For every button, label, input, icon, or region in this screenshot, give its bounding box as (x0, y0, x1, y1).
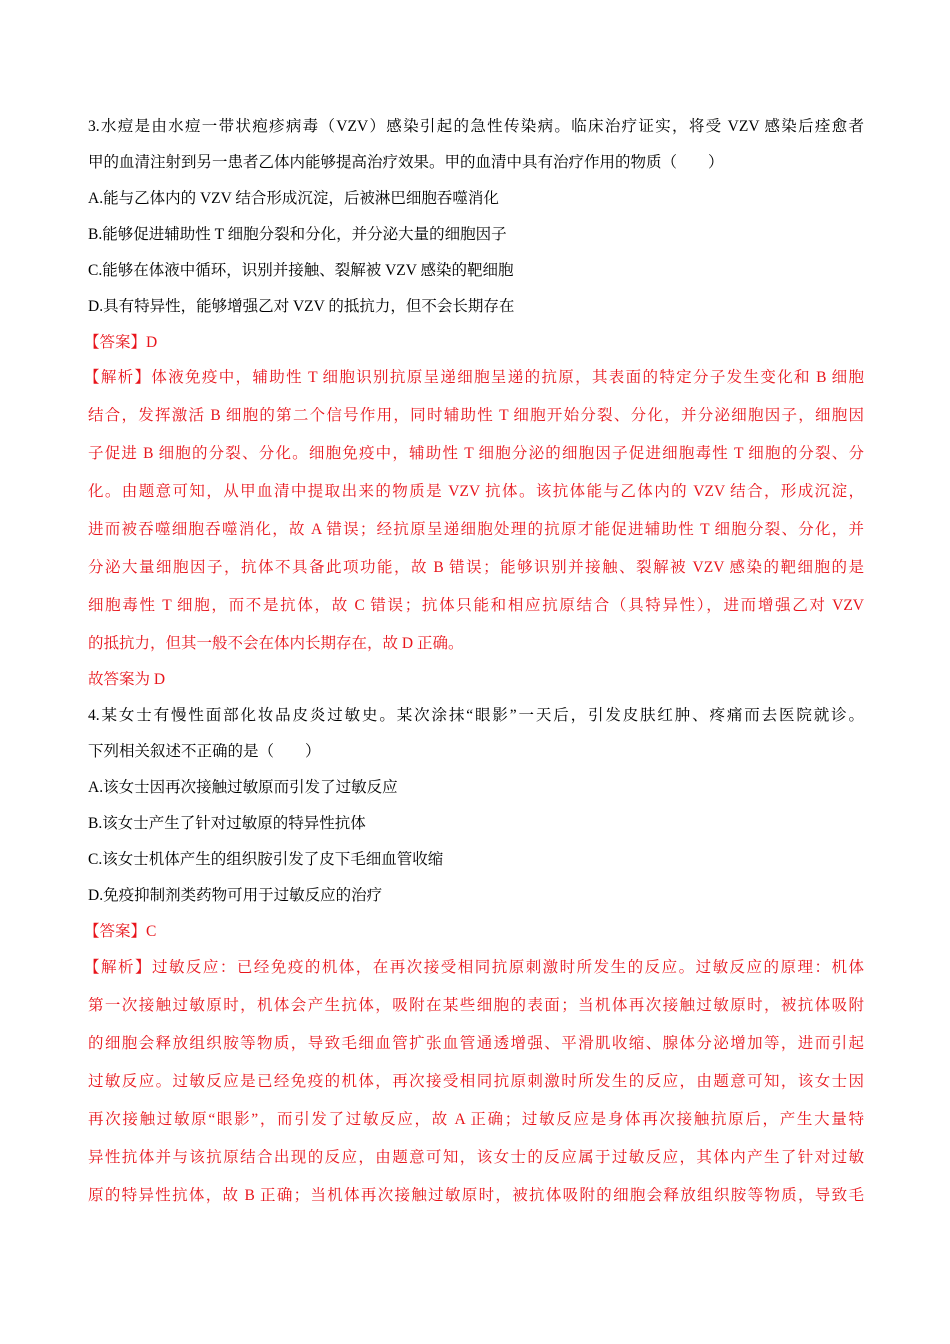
analysis-line: 再次接触过敏原“眼影”，而引发了过敏反应，故 A 正确；过敏反应是身体再次接触抗原后，产生大量特 (88, 1111, 864, 1128)
question-stem-line: 甲的血清注射到另一患者乙体内能够提高治疗效果。甲的血清中具有治疗作用的物质（ ） (88, 154, 724, 171)
option-a: A.该女士因再次接触过敏原而引发了过敏反应 (88, 779, 398, 796)
analysis-line: 子促进 B 细胞的分裂、分化。细胞免疫中，辅助性 T 细胞分泌的细胞因子促进细胞毒性 T 细胞的分裂、分 (88, 445, 864, 462)
answer-value: D (146, 334, 158, 351)
answer-line (84, 922, 157, 942)
option-d: D.免疫抑制剂类药物可用于过敏反应的治疗 (88, 887, 383, 904)
question-stem-line: 下列相关叙述不正确的是（ ） (88, 743, 321, 760)
analysis-line: 的抵抗力，但其一般不会在体内长期存在，故 D 正确。 (88, 635, 464, 652)
question-stem-line: 3.水痘是由水痘一带状疱疹病毒（VZV）感染引起的急性传染病。临床治疗证实，将受 VZV 感染后痊愈者 (88, 118, 864, 135)
analysis-line: 分泌大量细胞因子，抗体不具备此项功能，故 B 错误；能够识别并接触、裂解被 VZV 感染的靶细胞的是 (88, 559, 864, 576)
analysis-line: 细胞毒性 T 细胞，而不是抗体，故 C 错误；抗体只能和相应抗原结合（具特异性），进而增强乙对 VZV (88, 597, 864, 614)
question-stem-line: 4.某女士有慢性面部化妆品皮炎过敏史。某次涂抹“眼影”一天后，引发皮肤红肿、疼痛而去医院就诊。 (88, 707, 864, 724)
conclusion-line: 故答案为 D (88, 671, 166, 688)
analysis-line: 异性抗体并与该抗原结合出现的反应，由题意可知，该女士的反应属于过敏反应，其体内产生了针对过敏 (88, 1149, 864, 1166)
option-d: D.具有特异性，能够增强乙对 VZV 的抵抗力，但不会长期存在 (88, 298, 515, 315)
analysis-line: 进而被吞噬细胞吞噬消化，故 A 错误；经抗原呈递细胞处理的抗原才能促进辅助性 T 细胞分裂、分化，并 (88, 521, 864, 538)
answer-label: 【答案】 (84, 923, 147, 940)
answer-line (84, 333, 158, 353)
option-b: B.该女士产生了针对过敏原的特异性抗体 (88, 815, 366, 832)
analysis-line: 的细胞会释放组织胺等物质，导致毛细血管扩张血管通透增强、平滑肌收缩、腺体分泌增加等，进而引起 (88, 1035, 864, 1052)
analysis-line: 化。由题意可知，从甲血清中提取出来的物质是 VZV 抗体。该抗体能与乙体内的 VZV 结合，形成沉淀， (88, 483, 864, 500)
answer-label: 【答案】 (84, 334, 147, 351)
analysis-line: 第一次接触过敏原时，机体会产生抗体，吸附在某些细胞的表面；当机体再次接触过敏原时，被抗体吸附 (88, 997, 864, 1014)
analysis-line: 过敏反应。过敏反应是已经免疫的机体，再次接受相同抗原刺激时所发生的反应，由题意可知，该女士因 (88, 1073, 864, 1090)
analysis-line (84, 368, 864, 388)
analysis-text: 过敏反应：已经免疫的机体，在再次接受相同抗原刺激时所发生的反应。过敏反应的原理：机体 (151, 959, 864, 976)
analysis-text: 体液免疫中，辅助性 T 细胞识别抗原呈递细胞呈递的抗原，其表面的特定分子发生变化和 B 细胞 (151, 369, 864, 386)
analysis-line: 结合，发挥激活 B 细胞的第二个信号作用，同时辅助性 T 细胞开始分裂、分化，并分泌细胞因子，细胞因 (88, 407, 864, 424)
option-b: B.能够促进辅助性 T 细胞分裂和分化，并分泌大量的细胞因子 (88, 226, 507, 243)
option-c: C.能够在体液中循环，识别并接触、裂解被 VZV 感染的靶细胞 (88, 262, 514, 279)
option-c: C.该女士机体产生的组织胺引发了皮下毛细血管收缩 (88, 851, 444, 868)
analysis-line: 原的特异性抗体，故 B 正确；当机体再次接触过敏原时，被抗体吸附的细胞会释放组织胺等物质，导致毛 (88, 1187, 864, 1204)
analysis-label: 【解析】 (84, 959, 152, 976)
analysis-line (84, 958, 864, 978)
option-a: A.能与乙体内的 VZV 结合形成沉淀，后被淋巴细胞吞噬消化 (88, 190, 499, 207)
answer-value: C (146, 923, 157, 940)
analysis-label: 【解析】 (84, 369, 152, 386)
